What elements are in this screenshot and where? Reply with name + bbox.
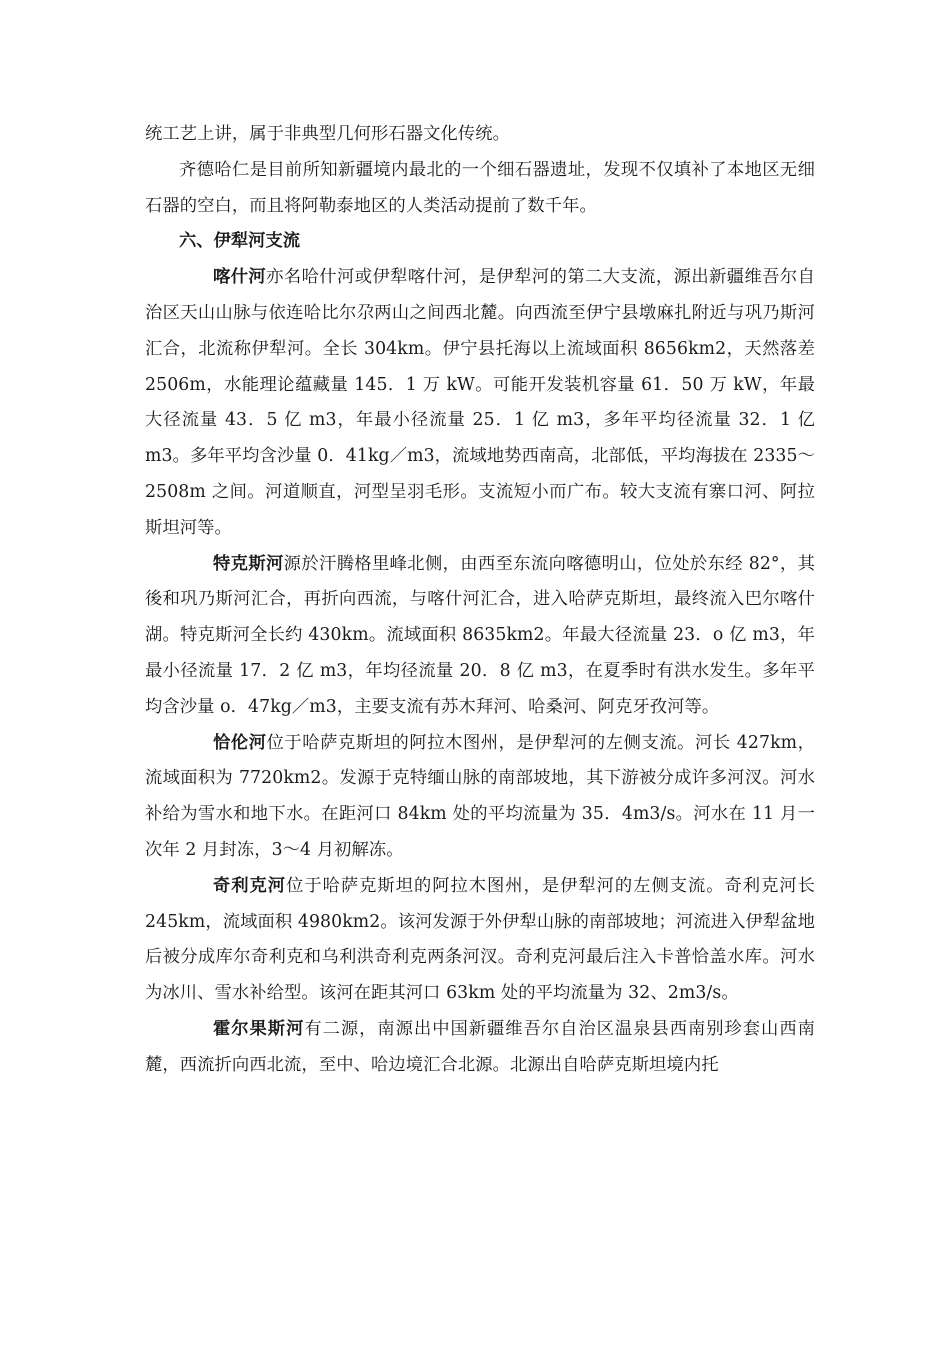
paragraph-continuation: 统工艺上讲，属于非典型几何形石器文化传统。 — [145, 124, 511, 144]
river-paragraph-kashi — [145, 260, 815, 546]
river-name: 特克斯河 — [213, 553, 284, 574]
river-paragraph-qilike — [145, 869, 815, 1012]
river-paragraph-huoerguosi — [145, 1012, 815, 1084]
river-name: 恰伦河 — [213, 732, 267, 753]
river-description: 位于哈萨克斯坦的阿拉木图州，是伊犁河的左侧支流。河长 427km，流域面积为 7720km2。发源于克特缅山脉的南部坡地，其下游被分成许多河汊。河水补给为雪水和地下水。在距河口 84km 处的平均流量为 35．4m3/s。河水在 11 月一次年 2 月封冻，3～4 月初解冻。 — [145, 732, 815, 860]
river-name: 霍尔果斯河 — [213, 1018, 305, 1039]
paragraph-qidehaeren: 齐德哈仁是目前所知新疆境内最北的一个细石器遗址，发现不仅填补了本地区无细石器的空白，而且将阿勒泰地区的人类活动提前了数千年。 — [145, 159, 815, 216]
section-heading: 六、伊犁河支流 — [179, 231, 300, 252]
river-name: 奇利克河 — [213, 875, 287, 896]
river-paragraph-qialun — [145, 726, 815, 869]
page-content — [145, 117, 815, 1084]
river-description: 源於汗腾格里峰北侧，由西至东流向喀德明山，位处於东经 82°，其後和巩乃斯河汇合，再折向西流，与喀什河汇合，进入哈萨克斯坦，最终流入巴尔喀什湖。特克斯河全长约 430km。流域面积 8635km2。年最大径流量 23．o 亿 m3，年最小径流量 17．2 亿 m3，年均径流量 20．8 亿 m3，在夏季时有洪水发生。多年平均含沙量 o．47kg／m3，主要支流有苏木拜河、哈桑河、阿克牙孜河等。 — [145, 553, 815, 717]
river-description: 亦名哈什河或伊犁喀什河，是伊犁河的第二大支流，源出新疆维吾尔自治区天山山脉与依连哈比尔尕两山之间西北麓。向西流至伊宁县墩麻扎附近与巩乃斯河汇合，北流称伊犁河。全长 304km。伊宁县托海以上流域面积 8656km2，天然落差 2506m，水能理论蕴藏量 145．1 万 kW。可能开发装机容量 61．50 万 kW，年最大径流量 43．5 亿 m3，年最小径流量 25．1 亿 m3，多年平均径流量 32．1 亿 m3。多年平均含沙量 0．41kg／m3，流域地势西南高，北部低，平均海拔在 2335～2508m 之间。河道顺直，河型呈羽毛形。支流短小而广布。较大支流有寨口河、阿拉斯坦河等。 — [145, 267, 815, 538]
river-description: 位于哈萨克斯坦的阿拉木图州，是伊犁河的左侧支流。奇利克河长 245km，流域面积 4980km2。该河发源于外伊犁山脉的南部坡地；河流进入伊犁盆地后被分成库尔奇利克和乌利洪奇利克两条河汊。奇利克河最后注入卡普恰盖水库。河水为冰川、雪水补给型。该河在距其河口 63km 处的平均流量为 32、2m3/s。 — [145, 875, 815, 1004]
river-paragraph-tekesi — [145, 547, 815, 726]
river-name: 喀什河 — [213, 267, 267, 288]
river-description: 有二源，南源出中国新疆维吾尔自治区温泉县西南别珍套山西南麓，西流折向西北流，至中、哈边境汇合北源。北源出自哈萨克斯坦境内托 — [145, 1018, 815, 1075]
